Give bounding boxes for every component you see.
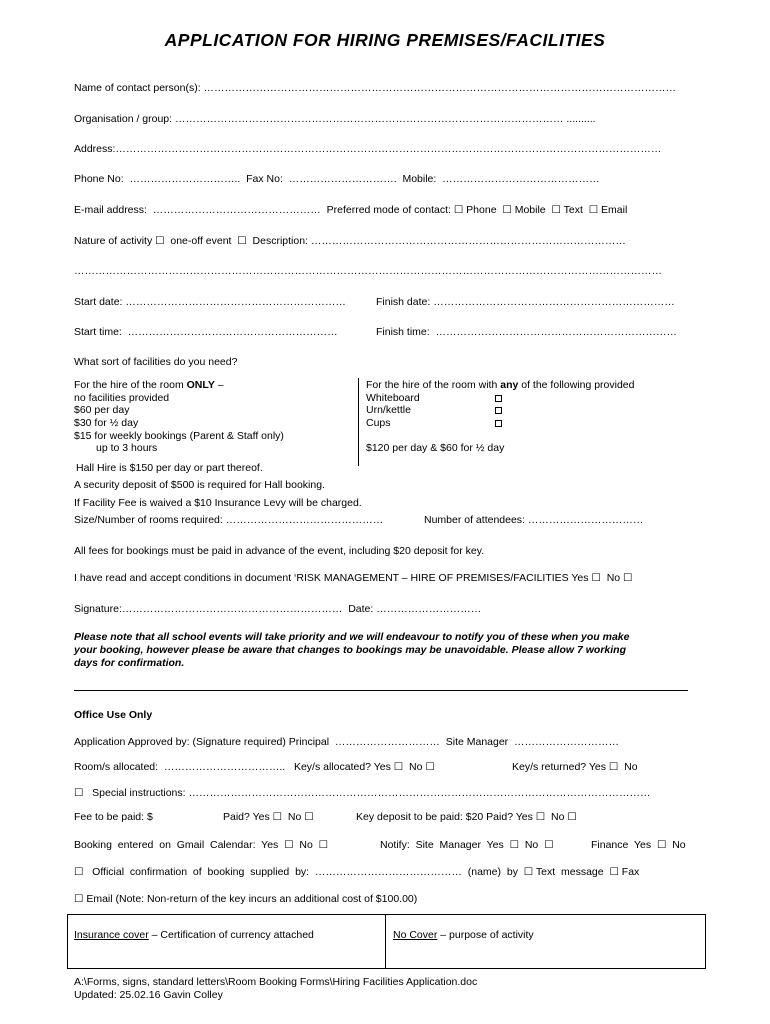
- start-date-field[interactable]: Start date: ………………………………………………………: [74, 296, 346, 308]
- column-divider: [358, 378, 359, 466]
- signature-date-field[interactable]: Signature:……………………………………………………… Date: …………………………: [74, 603, 482, 615]
- security-deposit-text: A security deposit of $500 is required for Hall booking.: [74, 479, 325, 491]
- footer-updated: Updated: 25.02.16 Gavin Colley: [74, 989, 223, 1001]
- section-divider: [74, 690, 688, 691]
- description-continuation[interactable]: ……………………………………………………………………………………………………………………………………………………: [74, 265, 662, 277]
- gmail-calendar-field[interactable]: Booking entered on Gmail Calendar: Yes ☐ No ☐: [74, 839, 329, 851]
- whiteboard-label: Whiteboard: [366, 392, 420, 404]
- no-facilities-text: no facilities provided: [74, 392, 170, 404]
- price-half-day: $30 for ½ day: [74, 417, 139, 429]
- no-cover-cell[interactable]: No Cover – purpose of activity: [393, 929, 534, 941]
- insurance-table-divider: [385, 914, 386, 969]
- keys-returned-field[interactable]: Key/s returned? Yes ☐ No: [512, 761, 638, 773]
- finish-date-field[interactable]: Finish date: ……………………………………………………………: [376, 296, 675, 308]
- whiteboard-checkbox[interactable]: [495, 395, 502, 402]
- fees-notice: All fees for bookings must be paid in advance of the event, including $20 deposit for key.: [74, 545, 485, 557]
- finance-field[interactable]: Finance Yes ☐ No: [591, 839, 686, 851]
- special-instructions-field[interactable]: ☐ Special instructions: ……………………………………………………………………………………………………………………: [74, 787, 651, 799]
- form-title: APPLICATION FOR HIRING PREMISES/FACILITIES: [164, 30, 606, 50]
- insurance-cover-cell[interactable]: Insurance cover – Certification of currency attached: [74, 929, 314, 941]
- notify-site-manager-field[interactable]: Notify: Site Manager Yes ☐ No ☐: [380, 839, 554, 851]
- email-key-note[interactable]: ☐ Email (Note: Non-return of the key incurs an additional cost of $100.00): [74, 893, 418, 905]
- urn-kettle-label: Urn/kettle: [366, 404, 411, 416]
- hall-hire-text: Hall Hire is $150 per day or part thereof.: [76, 462, 263, 474]
- urn-kettle-checkbox[interactable]: [495, 407, 502, 414]
- email-contact-mode-field[interactable]: E-mail address: ………………………………………… Preferred mode of contact: ☐ Phone ☐ Mobile ☐ Text ☐ Email: [74, 204, 628, 216]
- start-time-field[interactable]: Start time: ……………………………………………………: [74, 326, 338, 338]
- key-deposit-field[interactable]: Key deposit to be paid: $20 Paid? Yes ☐ No ☐: [356, 811, 577, 823]
- price-per-day: $60 per day: [74, 404, 130, 416]
- footer-path: A:\Forms, signs, standard letters\Room Booking Forms\Hiring Facilities Application.doc: [74, 976, 478, 988]
- address-field[interactable]: Address:…………………………………………………………………………………………………………………………………………: [74, 143, 662, 155]
- attendees-field[interactable]: Number of attendees: ……………………………: [424, 514, 644, 526]
- contact-name-field[interactable]: Name of contact person(s): ………………………………………………………………………………………………………………………: [74, 82, 677, 94]
- insurance-levy-text: If Facility Fee is waived a $10 Insurance Levy will be charged.: [74, 497, 362, 509]
- official-confirmation-field[interactable]: ☐ Official confirmation of booking supplied by: …………………………………… (name) by ☐ Text message ☐ Fax: [74, 866, 640, 878]
- room-only-heading: For the hire of the room ONLY –: [74, 379, 224, 391]
- cups-label: Cups: [366, 417, 391, 429]
- office-use-heading: Office Use Only: [74, 709, 153, 721]
- weekly-hours: up to 3 hours: [96, 442, 158, 454]
- fee-to-be-paid-field[interactable]: Fee to be paid: $: [74, 811, 153, 823]
- cups-checkbox[interactable]: [495, 420, 502, 427]
- room-with-facilities-heading: For the hire of the room with any of the following provided: [366, 379, 635, 391]
- organisation-field[interactable]: Organisation / group: ………………………………………………………………………………………………… ..........: [74, 113, 596, 125]
- facilities-price: $120 per day & $60 for ½ day: [366, 442, 505, 454]
- approved-by-field[interactable]: Application Approved by: (Signature required) Principal ………………………… Site Manager …………………………: [74, 736, 620, 748]
- nature-of-activity-field[interactable]: Nature of activity ☐ one-off event ☐ Description: ………………………………………………………………………………: [74, 235, 626, 247]
- rooms-required-field[interactable]: Size/Number of rooms required: ………………………………………: [74, 514, 384, 526]
- facilities-question: What sort of facilities do you need?: [74, 356, 238, 368]
- priority-note: Please note that all school events will take priority and we will endeavour to notify you of these when you make your booking, however please be aware that changes to bookings may be unavoidable. Please allow 7 working days for confirmation.: [74, 631, 630, 669]
- finish-time-field[interactable]: Finish time: ……………………………………………………………: [376, 326, 678, 338]
- weekly-price: $15 for weekly bookings (Parent & Staff only): [74, 430, 284, 442]
- phone-fax-mobile-field[interactable]: Phone No: ………………………….. Fax No: …………………………. Mobile: ………………………………………: [74, 173, 600, 185]
- rooms-allocated-field[interactable]: Room/s allocated: …………………………….. Key/s allocated? Yes ☐ No ☐: [74, 761, 435, 773]
- fee-paid-checkboxes[interactable]: Paid? Yes ☐ No ☐: [223, 811, 314, 823]
- accept-conditions[interactable]: I have read and accept conditions in document ‘RISK MANAGEMENT – HIRE OF PREMISES/FACILITIES Yes ☐ No ☐: [74, 572, 633, 584]
